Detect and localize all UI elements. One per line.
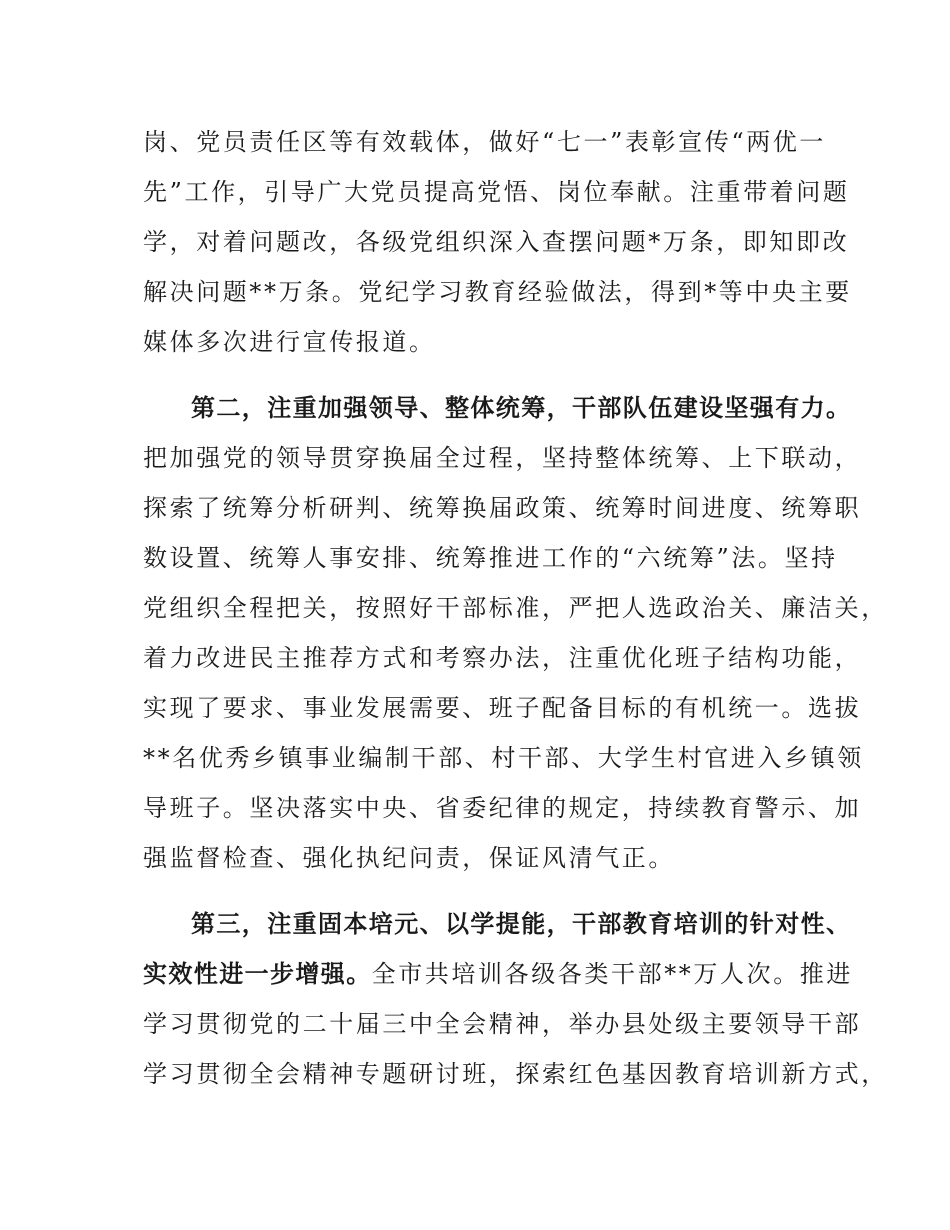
paragraph-1-line-1: 岗、党员责任区等有效载体，做好“七一”表彰宣传“两优一 — [143, 128, 827, 156]
paragraph-2-heading: 第二，注重加强领导、整体统筹，干部队伍建设坚强有力。 — [191, 394, 852, 422]
paragraph-2-line-3: 数设置、统筹人事安排、统筹推进工作的“六统筹”法。坚持 — [143, 544, 838, 572]
paragraph-2-line-2: 探索了统筹分析研判、统筹换届政策、统筹时间进度、统筹职 — [143, 494, 862, 522]
paragraph-1-line-4: 解决问题**万条。党纪学习教育经验做法，得到*等中央主要 — [143, 278, 852, 306]
paragraph-1-line-3: 学，对着问题改，各级党组织深入查摆问题*万条，即知即改 — [143, 228, 850, 256]
paragraph-2-line-7: **名优秀乡镇事业编制干部、村干部、大学生村官进入乡镇领 — [143, 744, 864, 772]
paragraph-2-line-9: 强监督检查、强化执纪问责，保证风清气正。 — [143, 844, 675, 872]
paragraph-2-line-1: 把加强党的领导贯穿换届全过程，坚持整体统筹、上下联动， — [143, 444, 862, 472]
paragraph-3-heading-line-2: 实效性进一步增强。 — [143, 960, 372, 988]
paragraph-3-line-2 — [143, 959, 853, 989]
paragraph-1-line-5: 媒体多次进行宣传报道。 — [143, 328, 436, 356]
paragraph-2-line-4: 党组织全程把关，按照好干部标准，严把人选政治关、廉洁关， — [143, 594, 888, 622]
paragraph-2-line-5: 着力改进民主推荐方式和考察办法，注重优化班子结构功能， — [143, 644, 862, 672]
paragraph-3-heading-line-1: 第三，注重固本培元、以学提能，干部教育培训的针对性、 — [191, 910, 852, 938]
paragraph-3-line-3: 学习贯彻党的二十届三中全会精神，举办县处级主要领导干部 — [143, 1010, 862, 1038]
paragraph-1-line-2: 先”工作，引导广大党员提高党悟、岗位奉献。注重带着问题 — [143, 178, 850, 206]
paragraph-2-line-8: 导班子。坚决落实中央、省委纪律的规定，持续教育警示、加 — [143, 794, 862, 822]
paragraph-3-line-4: 学习贯彻全会精神专题研讨班，探索红色基因教育培训新方式， — [143, 1060, 888, 1088]
paragraph-3-line-2-rest: 全市共培训各级各类干部**万人次。推进 — [371, 960, 854, 988]
paragraph-2-line-6: 实现了要求、事业发展需要、班子配备目标的有机统一。选拔 — [143, 694, 862, 722]
